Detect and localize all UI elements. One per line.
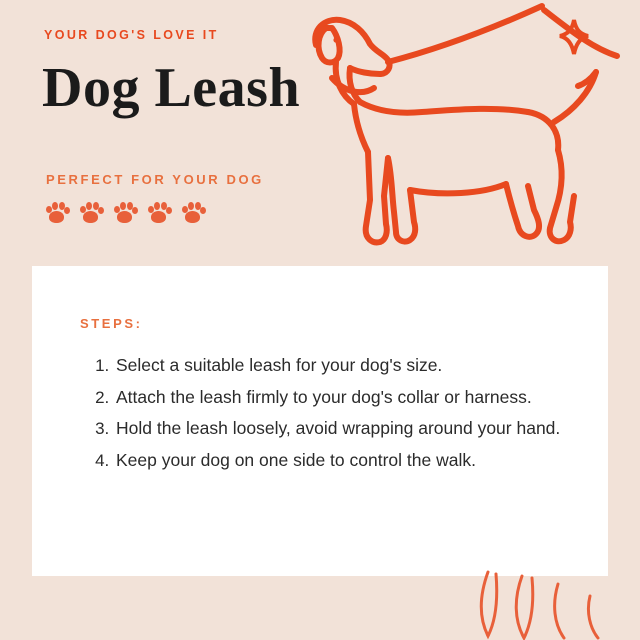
dog-with-leash-illustration — [292, 0, 632, 275]
page-title: Dog Leash — [42, 57, 301, 119]
steps-label: STEPS: — [80, 316, 143, 331]
paw-icon — [78, 200, 103, 225]
paw-icon — [44, 200, 69, 225]
steps-list — [80, 350, 588, 477]
squiggle-line — [474, 570, 634, 640]
paw-icon — [180, 200, 205, 225]
steps-card — [32, 266, 608, 576]
list-item: 2. Attach the leash firmly to your dog's collar or harness. — [114, 382, 588, 413]
eyebrow-text: YOUR DOG'S LOVE IT — [44, 28, 219, 42]
list-item: 1. Select a suitable leash for your dog's size. — [114, 350, 588, 381]
subheading-text: PERFECT FOR YOUR DOG — [46, 172, 264, 187]
paw-icon — [146, 200, 171, 225]
list-item: 4. Keep your dog on one side to control the walk. — [114, 445, 588, 476]
paw-icon — [112, 200, 137, 225]
paw-rating — [44, 200, 205, 225]
list-item: 3. Hold the leash loosely, avoid wrapping around your hand. — [114, 413, 588, 444]
